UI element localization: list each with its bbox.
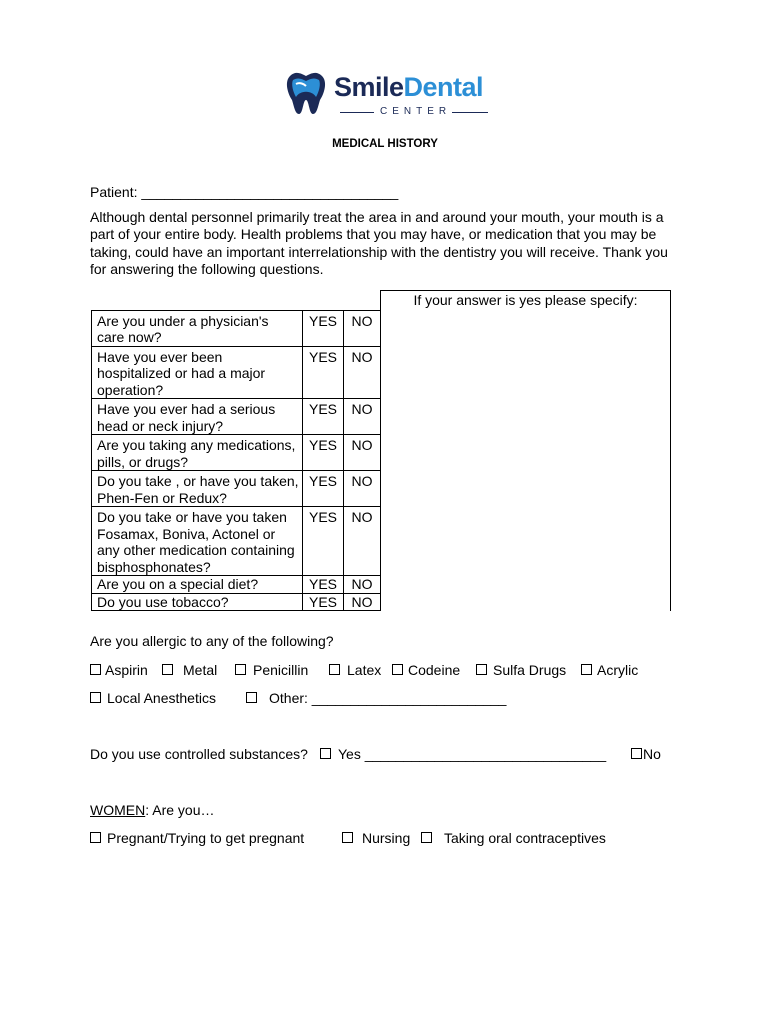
specify-header: If your answer is yes please specify:: [381, 291, 671, 311]
controlled-question: Do you use controlled substances?: [90, 746, 308, 762]
brand-subtitle: CENTER: [380, 106, 452, 117]
yes-option[interactable]: YES: [303, 507, 344, 576]
allergy-option-local-anesthetics[interactable]: Local Anesthetics: [90, 690, 216, 706]
intro-paragraph: Although dental personnel primarily treat the area in and around your mouth, your mouth is a part of your entire body. Health problems that you may have, or medication that you may be taking, could have an important interrelationship with the dentistry you will receive. Thank you for answering the following questions.: [90, 209, 668, 278]
yes-option[interactable]: YES: [303, 399, 344, 435]
checkbox-icon[interactable]: [329, 664, 340, 675]
yes-option[interactable]: YES: [303, 310, 344, 346]
brand-name-dental: Dental: [403, 72, 484, 102]
allergy-option-acrylic[interactable]: Acrylic: [581, 662, 638, 678]
brand-name-smile: Smile: [334, 72, 404, 102]
yes-option[interactable]: YES: [303, 593, 344, 611]
allergy-option-penicillin[interactable]: Penicillin: [235, 662, 308, 678]
question-1: Have you ever been hospitalized or had a major operation?: [92, 346, 303, 399]
women-question: WOMEN: Are you…: [90, 802, 215, 818]
page-title: MEDICAL HISTORY: [332, 138, 438, 150]
women-option-oral-contraceptives[interactable]: Taking oral contraceptives: [421, 830, 606, 846]
yes-option[interactable]: YES: [303, 346, 344, 399]
tooth-logo-icon: [284, 70, 328, 116]
allergy-option-latex[interactable]: Latex: [329, 662, 381, 678]
allergy-option-sulfa-drugs[interactable]: Sulfa Drugs: [476, 662, 566, 678]
yes-option[interactable]: YES: [303, 576, 344, 594]
question-6: Are you on a special diet?: [92, 576, 303, 594]
checkbox-icon[interactable]: [90, 692, 101, 703]
checkbox-icon[interactable]: [392, 664, 403, 675]
allergy-option-codeine[interactable]: Codeine: [392, 662, 460, 678]
checkbox-icon[interactable]: [235, 664, 246, 675]
checkbox-icon[interactable]: [162, 664, 173, 675]
checkbox-icon[interactable]: [90, 664, 101, 675]
specify-answer-area[interactable]: [381, 310, 671, 611]
allergy-question: Are you allergic to any of the following?: [90, 633, 334, 649]
question-4: Do you take , or have you taken, Phen-Fen or Redux?: [92, 471, 303, 507]
allergy-option-other[interactable]: Other: _________________________: [246, 690, 506, 706]
question-5: Do you take or have you taken Fosamax, Boniva, Actonel or any other medication containing bisphosphonates?: [92, 507, 303, 576]
no-option[interactable]: NO: [344, 399, 381, 435]
no-option[interactable]: NO: [344, 593, 381, 611]
allergy-option-aspirin[interactable]: Aspirin: [90, 662, 148, 678]
no-option[interactable]: NO: [344, 471, 381, 507]
checkbox-icon[interactable]: [421, 832, 432, 843]
checkbox-icon[interactable]: [581, 664, 592, 675]
yes-option[interactable]: YES: [303, 471, 344, 507]
controlled-yes-option[interactable]: Yes _______________________________: [320, 746, 606, 762]
women-option-pregnant[interactable]: Pregnant/Trying to get pregnant: [90, 830, 304, 846]
no-option[interactable]: NO: [344, 346, 381, 399]
logo: [284, 70, 494, 120]
controlled-no-option[interactable]: No: [631, 746, 661, 762]
allergy-option-metal[interactable]: Metal: [162, 662, 217, 678]
checkbox-icon[interactable]: [631, 748, 642, 759]
checkbox-icon[interactable]: [342, 832, 353, 843]
no-option[interactable]: NO: [344, 507, 381, 576]
checkbox-icon[interactable]: [476, 664, 487, 675]
medical-history-table: [91, 290, 671, 611]
no-option[interactable]: NO: [344, 576, 381, 594]
women-option-nursing[interactable]: Nursing: [342, 830, 410, 846]
question-0: Are you under a physician's care now?: [92, 310, 303, 346]
question-2: Have you ever had a serious head or neck injury?: [92, 399, 303, 435]
no-option[interactable]: NO: [344, 435, 381, 471]
patient-field[interactable]: Patient: _________________________________: [90, 184, 399, 200]
checkbox-icon[interactable]: [246, 692, 257, 703]
checkbox-icon[interactable]: [320, 748, 331, 759]
no-option[interactable]: NO: [344, 310, 381, 346]
question-7: Do you use tobacco?: [92, 593, 303, 611]
yes-option[interactable]: YES: [303, 435, 344, 471]
checkbox-icon[interactable]: [90, 832, 101, 843]
question-3: Are you taking any medications, pills, or drugs?: [92, 435, 303, 471]
